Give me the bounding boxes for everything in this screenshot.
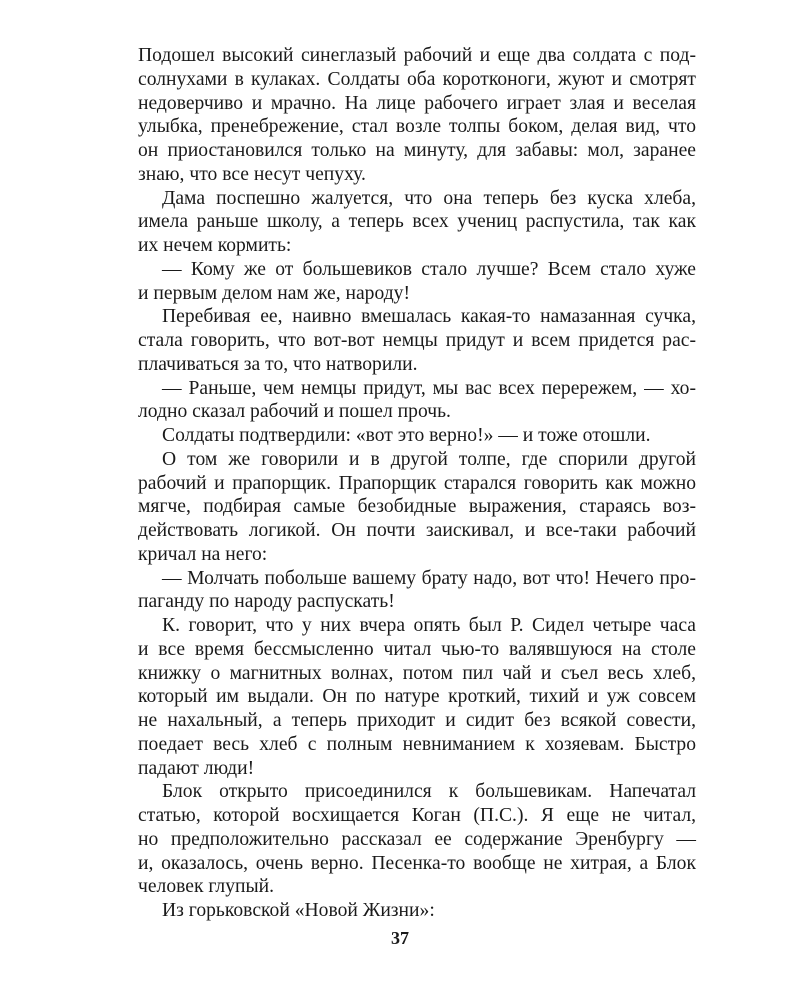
text-line: и первым делом нам же, народу! bbox=[138, 282, 410, 304]
text-line: книжку о магнитных волнах, потом пил чай и съел весь хлеб, bbox=[138, 662, 696, 684]
text-line: солнухами в кулаках. Солдаты оба коротконоги, жуют и смотрят bbox=[138, 68, 696, 90]
text-line: и, оказалось, очень верно. Песенка-то вообще не хитрая, а Блок bbox=[138, 852, 696, 874]
paragraph bbox=[138, 614, 696, 780]
text-line: но предположительно рассказал ее содержание Эренбургу — bbox=[138, 828, 696, 850]
text-line: плачиваться за то, что натворили. bbox=[138, 353, 418, 375]
text-line: рабочий и прапорщик. Прапорщик старался говорить как можно bbox=[138, 472, 696, 494]
text-line: улыбка, пренебрежение, стал возле толпы боком, делая вид, что bbox=[138, 116, 696, 138]
text-line: О том же говорили и в другой толпе, где спорили другой bbox=[162, 448, 696, 470]
text-line: — Молчать побольше вашему брату надо, вот что! Нечего про- bbox=[162, 567, 696, 589]
text-line: Подошел высокий синеглазый рабочий и еще два солдата с под- bbox=[138, 45, 696, 66]
text-line: лодно сказал рабочий и пошел прочь. bbox=[138, 401, 451, 423]
text-line: стала говорить, что вот-вот немцы придут и всем придется рас- bbox=[138, 330, 696, 351]
page-number: 37 bbox=[391, 928, 409, 948]
paragraph bbox=[138, 305, 696, 376]
text-line: Из горьковской «Новой Жизни»: bbox=[162, 900, 435, 921]
text-line: действовать логикой. Он почти заискивал, и все-таки рабочий bbox=[138, 520, 696, 541]
text-line: и все время бессмысленно читал чью-то валявшуюся на столе bbox=[138, 638, 696, 660]
text-line: Солдаты подтвердили: «вот это верно!» — и тоже отошли. bbox=[162, 425, 651, 446]
paragraph bbox=[138, 448, 696, 567]
paragraph bbox=[138, 377, 696, 425]
text-line: Дама поспешно жалуется, что она теперь без куска хлеба, bbox=[162, 187, 696, 209]
paragraph bbox=[138, 44, 696, 187]
text-line: человек глупый. bbox=[138, 876, 275, 898]
text-line: паганду по народу распускать! bbox=[138, 591, 395, 613]
text-line: их нечем кормить: bbox=[138, 235, 292, 256]
text-line: имела раньше школу, а теперь всех учениц распустила, так как bbox=[138, 211, 696, 233]
text-line: статью, которой восхищается Коган (П.С.). Я еще не читал, bbox=[138, 805, 696, 826]
text-line: падают люди! bbox=[138, 757, 255, 779]
text-line: знаю, что все несут чепуху. bbox=[138, 163, 366, 185]
paragraph bbox=[138, 567, 696, 615]
text-line: кричал на него: bbox=[138, 543, 268, 565]
text-line: он приостановился только на минуту, для забавы: мол, заранее bbox=[138, 140, 696, 161]
text-line: Блок открыто присоединился к большевикам. Напечатал bbox=[162, 781, 696, 803]
text-line: Перебивая ее, наивно вмешалась какая-то намазанная сучка, bbox=[162, 306, 696, 328]
paragraph bbox=[138, 258, 696, 306]
text-line: недоверчиво и мрачно. На лице рабочего играет злая и веселая bbox=[138, 92, 696, 114]
paragraph bbox=[138, 899, 696, 923]
paragraph bbox=[138, 424, 696, 448]
text-line: — Раньше, чем немцы придут, мы вас всех перережем, — хо- bbox=[162, 377, 696, 399]
text-line: К. говорит, что у них вчера опять был Р. Сидел четыре часа bbox=[162, 615, 696, 636]
text-line: мягче, подбирая самые безобидные выражения, стараясь воз- bbox=[138, 496, 696, 518]
text-line: поедает весь хлеб с полным невниманием к хозяевам. Быстро bbox=[138, 733, 696, 755]
text-line: — Кому же от большевиков стало лучше? Всем стало хуже bbox=[162, 258, 696, 280]
body-text bbox=[138, 44, 696, 923]
paragraph bbox=[138, 187, 696, 258]
text-line: который им выдали. Он по натуре кроткий, тихий и уж совсем bbox=[138, 686, 696, 708]
paragraph bbox=[138, 780, 696, 899]
text-line: не нахальный, а теперь приходит и сидит без всякой совести, bbox=[138, 710, 696, 731]
